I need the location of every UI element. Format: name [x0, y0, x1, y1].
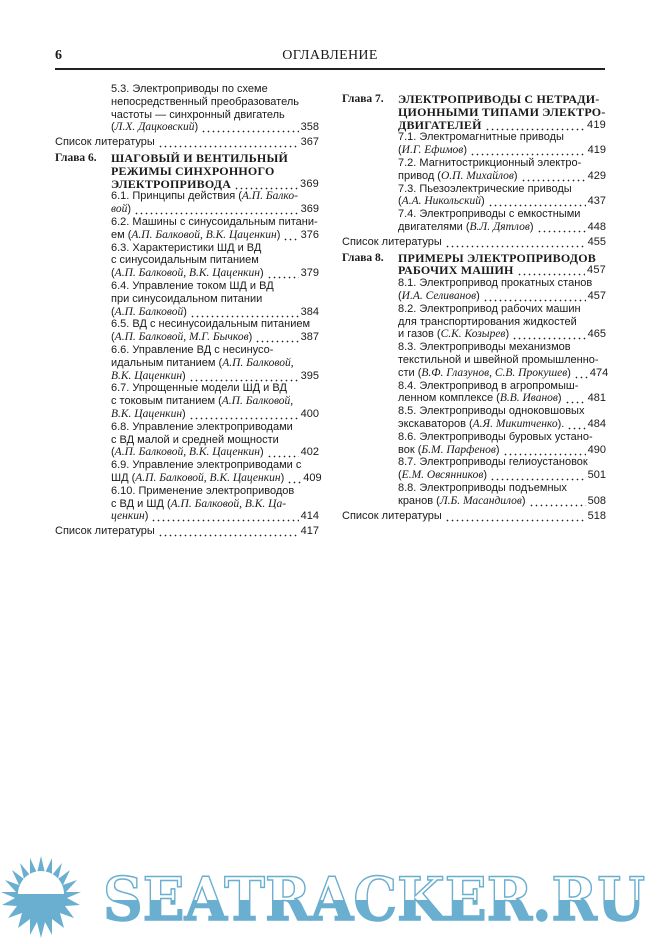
entry-text: Список литературы	[55, 136, 155, 149]
dot-leader	[283, 229, 298, 242]
entry-text: непосредственный преобразователь	[111, 95, 299, 108]
toc-line	[55, 136, 319, 149]
toc-section-entry	[398, 208, 606, 234]
author-name: А.Я. Микитченко	[472, 417, 558, 430]
entry-text: )	[567, 366, 571, 379]
toc-line	[111, 318, 319, 331]
entry-text: (	[111, 446, 115, 459]
toc-references-entry	[342, 236, 606, 249]
entry-text: )	[127, 203, 132, 216]
entry-text: Список литературы	[55, 525, 155, 538]
dot-leader	[485, 119, 585, 132]
entry-text: 8.2. Электропривод рабочих машин	[398, 302, 581, 315]
toc-line	[398, 328, 606, 341]
toc-references-entry	[55, 525, 319, 538]
entry-text: )	[280, 471, 285, 484]
toc-section-entry	[398, 303, 606, 341]
toc-section-entry	[111, 242, 319, 280]
toc-line	[398, 303, 606, 316]
entry-text: 8.1. Электропривод прокатных станов	[398, 277, 593, 290]
entry-text: )	[557, 392, 562, 405]
toc-line	[398, 119, 606, 132]
page-ref: 455	[587, 235, 606, 248]
author-name: И.А. Селиванов	[401, 289, 477, 302]
author-name: И.Г. Ефимов	[401, 144, 464, 157]
author-name: Е.М. Овсянников	[401, 469, 484, 482]
page-ref: 419	[587, 144, 606, 157]
toc-line	[111, 395, 319, 408]
page-ref: 402	[300, 446, 319, 459]
author-name: В.Л. Дятлов	[469, 220, 530, 233]
page-ref: 395	[300, 369, 319, 382]
toc-section-entry	[398, 482, 606, 508]
page-ref: 481	[587, 392, 606, 405]
toc-line	[111, 485, 319, 498]
toc-line	[398, 277, 606, 290]
chapter-title	[111, 152, 319, 190]
entry-text: 5.3. Электроприводы по схеме	[111, 83, 268, 95]
toc-line	[111, 421, 319, 434]
toc-references-entry	[55, 136, 319, 149]
page-ref: 501	[587, 469, 606, 482]
dot-leader	[483, 290, 586, 303]
entry-text: )	[495, 443, 500, 456]
entry-text: )	[529, 220, 534, 233]
entry-text: ПРИМЕРЫ ЭЛЕКТРОПРИВОДОВ	[398, 250, 597, 265]
dot-leader	[521, 170, 586, 183]
toc-line	[111, 293, 319, 306]
toc-line	[111, 459, 319, 472]
author-name: А.П. Балковой	[114, 305, 184, 318]
toc-line	[398, 366, 609, 380]
toc-line	[111, 190, 319, 203]
dot-leader	[134, 203, 299, 216]
toc-line	[398, 170, 606, 183]
entry-text: 6.3. Характеристики ШД и ВД	[111, 241, 262, 254]
entry-text: текстильной и швейной промышленно-	[398, 353, 599, 366]
entry-text: вок (	[398, 443, 422, 456]
entry-text: ленном комплексе (	[398, 392, 500, 405]
running-title: ОГЛАВЛЕНИЕ	[282, 48, 378, 63]
page-ref: 518	[587, 509, 606, 522]
toc-line	[111, 121, 319, 134]
dot-leader	[445, 236, 586, 249]
toc-section-entry	[111, 421, 319, 459]
entry-text: ШАГОВЫЙ И ВЕНТИЛЬНЫЙ	[111, 150, 288, 165]
toc-section-entry	[398, 183, 606, 209]
toc-chapter-entry	[342, 252, 606, 278]
toc-line	[111, 242, 319, 255]
dot-leader	[512, 328, 586, 341]
page-ref: 367	[300, 136, 319, 149]
entry-text: 7.3. Пьезоэлектрические приводы	[398, 182, 572, 195]
toc-line	[398, 183, 606, 196]
toc-references-entry	[342, 510, 606, 523]
entry-text: с ВД и ШД (	[111, 497, 171, 510]
entry-text: 8.7. Электроприводы гелиоустановок	[398, 456, 588, 469]
entry-text: с синусоидальным питанием	[111, 254, 259, 267]
toc-chapter-entry	[55, 152, 319, 190]
author-name: А.П. Балковой, В.К. Ца-	[170, 497, 287, 510]
entry-text: ШД (	[111, 471, 136, 484]
entry-text: )	[481, 195, 485, 208]
toc-chapter-entry	[342, 93, 606, 131]
dot-leader	[189, 370, 299, 383]
toc-line	[398, 431, 606, 444]
toc-section-entry	[398, 157, 606, 183]
entry-text: 8.4. Электропривод в агропромыш-	[398, 379, 579, 392]
toc-line	[111, 434, 319, 447]
entry-text: идальным питанием (	[111, 356, 223, 369]
toc-section-entry	[111, 318, 319, 344]
entry-text: с токовым питанием (	[111, 395, 222, 408]
dot-leader	[445, 510, 586, 523]
toc-line	[398, 354, 606, 367]
entry-text: 7.4. Электроприводы с емкостными	[398, 208, 581, 221]
entry-text: (	[398, 469, 402, 482]
entry-text: при синусоидальном питании	[111, 292, 263, 305]
author-name: В.К. Цаценкин	[111, 369, 183, 382]
author-name: В.В. Иванов	[499, 392, 558, 405]
dot-leader	[565, 392, 586, 405]
chapter-label: Глава 8.	[342, 251, 384, 264]
toc-section-entry	[398, 277, 606, 303]
toc-line	[111, 216, 319, 229]
page-ref: 457	[587, 289, 606, 302]
entry-text: и газов (	[398, 328, 441, 341]
author-name: А.А. Никольский	[401, 195, 482, 208]
toc-line	[398, 157, 606, 170]
dot-leader	[567, 418, 585, 431]
entry-text: двигателями (	[398, 220, 470, 233]
entry-text: )	[476, 289, 480, 302]
page-ref: 409	[303, 471, 322, 484]
dot-leader	[151, 510, 298, 523]
dot-leader	[255, 331, 298, 344]
page-ref: 465	[587, 328, 606, 341]
page-ref: 400	[300, 407, 319, 420]
author-name: А.П. Балковой, В.К. Цаценкин	[114, 267, 260, 280]
toc-line	[398, 469, 606, 482]
toc-section-entry	[111, 382, 319, 420]
entry-text: ).	[557, 417, 565, 430]
toc-line	[111, 229, 319, 242]
page-ref: 358	[300, 121, 319, 134]
entry-text: ДВИГАТЕЛЕЙ	[398, 117, 482, 132]
dot-leader	[574, 367, 588, 380]
toc-section-entry	[111, 459, 322, 485]
toc-line	[398, 290, 606, 303]
dot-leader	[190, 306, 299, 319]
toc-section-entry	[111, 280, 319, 318]
entry-text: (	[111, 331, 115, 344]
author-name: А.П. Балковой, В.К. Цаценкин	[131, 228, 277, 241]
dot-leader	[517, 264, 585, 277]
page-ref: 369	[300, 177, 319, 190]
page-ref: 379	[300, 267, 319, 280]
dot-leader	[503, 444, 586, 457]
toc-line	[398, 131, 606, 144]
entry-text: 7.1. Электромагнитные приводы	[398, 131, 564, 144]
toc-line	[398, 380, 606, 393]
page-ref: 414	[300, 510, 319, 523]
toc-line	[398, 144, 606, 157]
toc-line	[111, 178, 319, 191]
entry-text: (	[398, 195, 402, 208]
author-name: А.П. Балковой, М.Г. Бычков	[114, 331, 249, 344]
entry-text: )	[513, 169, 518, 182]
toc-line	[111, 306, 319, 319]
entry-text: частоты — синхронный двигатель	[111, 108, 285, 121]
toc-line	[111, 498, 319, 511]
entry-text: 6.8. Управление электроприводами	[111, 420, 293, 433]
toc-line	[111, 510, 319, 523]
toc-line	[111, 109, 319, 122]
author-name: В.К. Цаценкин	[111, 407, 183, 420]
toc-line	[398, 392, 606, 405]
dot-leader	[158, 525, 299, 538]
page-ref: 369	[300, 203, 319, 216]
dot-leader	[267, 267, 299, 280]
toc-section-entry	[398, 405, 606, 431]
entry-text: (	[111, 305, 115, 318]
chapter-label: Глава 6.	[55, 151, 97, 164]
toc-line	[398, 341, 606, 354]
entry-text: 6.10. Применение электроприводов	[111, 484, 295, 497]
toc-line	[398, 316, 606, 329]
entry-text: )	[483, 469, 488, 482]
entry-text: )	[248, 331, 253, 344]
page-ref: 417	[300, 525, 319, 538]
toc-section-entry	[398, 456, 606, 482]
entry-text: Список литературы	[342, 235, 442, 248]
entry-text: )	[505, 328, 510, 341]
entry-text: 6.7. Упрощенные модели ШД и ВД	[111, 382, 287, 395]
entry-text: ЭЛЕКТРОПРИВОДЫ С НЕТРАДИ-	[398, 92, 600, 106]
toc-section-entry	[111, 216, 319, 242]
author-name: Б.М. Парфенов	[421, 443, 496, 456]
toc-line	[55, 525, 319, 538]
entry-text: с ВД малой и средней мощности	[111, 433, 279, 446]
entry-text: )	[183, 305, 187, 318]
toc-section-entry	[398, 131, 606, 157]
dot-leader	[189, 408, 299, 421]
entry-text: )	[144, 510, 149, 523]
author-name: А.П. Балко-	[241, 190, 298, 203]
toc-line	[111, 267, 319, 280]
toc-line	[398, 405, 606, 418]
page-ref: 490	[587, 443, 606, 456]
entry-text: ЦИОННЫМИ ТИПАМИ ЭЛЕКТРО-	[398, 104, 606, 119]
watermark-logo	[0, 850, 659, 944]
toc-section-entry	[111, 83, 319, 134]
author-name: вой	[111, 203, 128, 216]
page-ref: 484	[587, 417, 606, 430]
page-ref: 457	[587, 264, 606, 277]
dot-leader	[267, 446, 299, 459]
page-ref: 474	[589, 366, 609, 379]
toc-line	[398, 444, 606, 457]
entry-text: (	[111, 267, 115, 280]
entry-text: для транспортирования жидкостей	[398, 315, 577, 328]
entry-text: сти (	[398, 366, 422, 379]
entry-text: )	[259, 446, 264, 459]
entry-text: 6.4. Управление током ШД и ВД	[111, 279, 274, 292]
entry-text: 8.8. Электроприводы подъемных	[398, 481, 567, 494]
author-name: А.П. Балковой,	[222, 356, 294, 369]
entry-text: (	[398, 289, 402, 302]
entry-text: )	[521, 494, 526, 507]
entry-text: экскаваторов (	[398, 417, 473, 430]
dot-leader	[490, 469, 586, 482]
toc-line	[342, 236, 606, 249]
author-name: А.П. Балковой, В.К. Цаценкин	[114, 446, 260, 459]
entry-text: ем (	[111, 228, 132, 241]
entry-text: 6.5. ВД с несинусоидальным питанием	[111, 318, 311, 331]
page-ref: 508	[587, 494, 606, 507]
toc-line	[342, 510, 606, 523]
entry-text: 6.9. Управление электроприводами с	[111, 459, 302, 472]
page-ref: 384	[300, 305, 319, 318]
page-ref: 387	[300, 331, 319, 344]
page-ref: 437	[587, 195, 606, 208]
entry-text: 8.6. Электроприводы буровых устано-	[398, 430, 593, 443]
dot-leader	[234, 178, 298, 191]
running-header	[55, 48, 605, 68]
watermark-text: SEATRACKER.RU	[103, 865, 645, 935]
toc-line	[398, 195, 606, 208]
dot-leader	[488, 195, 586, 208]
toc-line	[111, 370, 319, 383]
toc-line	[111, 357, 319, 370]
dot-leader	[470, 144, 586, 157]
toc-line	[398, 495, 606, 508]
entry-text: )	[194, 121, 199, 134]
author-name: А.П. Балковой,	[221, 395, 294, 408]
dot-leader	[201, 121, 299, 134]
toc-line	[111, 471, 322, 485]
toc-section-entry	[398, 341, 609, 379]
toc-section-entry	[111, 344, 319, 382]
entry-text: )	[182, 407, 186, 420]
entry-text: Список литературы	[342, 509, 442, 522]
toc-line	[398, 221, 606, 234]
entry-text: (	[398, 144, 402, 157]
page-number: 6	[55, 48, 62, 63]
toc-line	[111, 382, 319, 395]
toc-line	[111, 203, 319, 216]
entry-text: 6.1. Принципы действия (	[111, 190, 242, 203]
toc-line	[111, 446, 319, 459]
dot-leader	[158, 136, 299, 149]
entry-text: РЕЖИМЫ СИНХРОННОГО	[111, 163, 275, 178]
page-ref: 376	[300, 228, 319, 241]
author-name: С.К. Козырев	[440, 328, 506, 341]
entry-text: кранов (	[398, 494, 440, 507]
toc-line	[111, 331, 319, 344]
author-name: О.П. Михайлов	[440, 169, 514, 182]
author-name: ценкин	[111, 510, 145, 523]
page-ref: 419	[587, 118, 606, 131]
toc-section-entry	[398, 431, 606, 457]
entry-text: )	[463, 144, 467, 157]
page-ref: 429	[587, 169, 606, 182]
toc-line	[398, 418, 606, 431]
chapter-title	[398, 252, 606, 278]
sun-icon	[1, 856, 81, 938]
toc-line	[398, 482, 606, 495]
author-name: В.Ф. Глазунов, С.В. Прокушев	[421, 366, 568, 379]
entry-text: 8.5. Электроприводы одноковшовых	[398, 405, 585, 418]
entry-text: (	[111, 121, 115, 134]
entry-text: )	[259, 267, 264, 280]
toc-line	[398, 264, 606, 277]
entry-text: 8.3. Электроприводы механизмов	[398, 341, 571, 354]
dot-leader	[529, 495, 586, 508]
author-name: Л.Х. Дацковский	[114, 121, 195, 134]
toc-line	[111, 254, 319, 267]
entry-text: 6.6. Управление ВД с несинусо-	[111, 343, 274, 356]
toc-line	[111, 408, 319, 421]
entry-text: ЭЛЕКТРОПРИВОДА	[111, 176, 232, 191]
author-name: А.П. Балковой, В.К. Цаценкин	[135, 471, 281, 484]
entry-text: 7.2. Магнитострикционный электро-	[398, 156, 582, 169]
toc-right-column	[342, 91, 609, 525]
chapter-label: Глава 7.	[342, 93, 384, 105]
dot-leader	[287, 472, 301, 485]
toc-section-entry	[111, 485, 319, 523]
page-ref: 448	[587, 220, 606, 233]
entry-text: привод (	[398, 169, 441, 182]
toc-line	[111, 83, 319, 96]
toc-line	[111, 280, 319, 293]
toc-section-entry	[111, 190, 319, 216]
toc-left-column	[55, 83, 322, 541]
entry-text: РАБОЧИХ МАШИН	[398, 263, 514, 278]
toc-line	[398, 208, 606, 221]
toc-line	[111, 96, 319, 109]
chapter-title	[398, 93, 606, 131]
dot-leader	[537, 221, 586, 234]
toc-line	[111, 344, 319, 357]
author-name: Л.Б. Масандилов	[439, 494, 522, 507]
header-rule	[55, 68, 605, 70]
toc-section-entry	[398, 380, 606, 406]
toc-line	[398, 456, 606, 469]
entry-text: )	[182, 369, 186, 382]
entry-text: 6.2. Машины с синусоидальным питани-	[111, 215, 318, 228]
entry-text: )	[276, 228, 281, 241]
